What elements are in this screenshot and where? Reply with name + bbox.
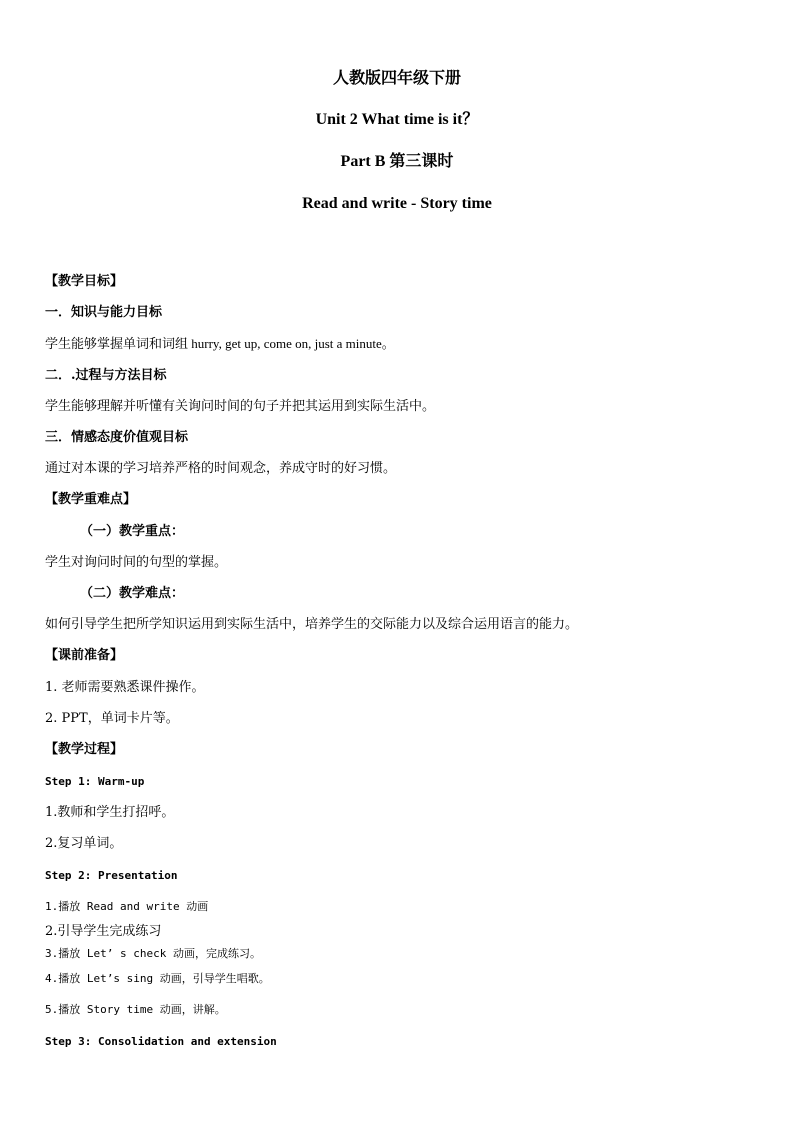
step-3-heading: Step 3: Consolidation and extension [45, 1035, 277, 1048]
step-2-item-3: 3.播放 Let’ s check 动画，完成练习。 [45, 947, 261, 960]
key-point-text: 学生对询问时间的句型的掌握。 [45, 555, 228, 570]
attitude-objective-heading: 三．情感态度价值观目标 [45, 430, 189, 445]
part-title: Part B 第三课时 [340, 153, 454, 170]
document-title: 人教版四年级下册 [332, 68, 461, 87]
difficult-point-text: 如何引导学生把所学知识运用到实际生活中，培养学生的交际能力以及综合运用语言的能力。 [45, 617, 579, 632]
process-objective-heading: 二．.过程与方法目标 [45, 368, 167, 383]
step-2-item-2: 2.引导学生完成练习 [45, 924, 162, 939]
attitude-objective-text: 通过对本课的学习培养严格的时间观念，养成守时的好习惯。 [45, 461, 397, 476]
step-2-item-1: 1.播放 Read and write 动画 [45, 900, 209, 913]
process-objective-text: 学生能够理解并听懂有关询问时间的句子并把其运用到实际生活中。 [45, 399, 436, 414]
preparation-heading: 【课前准备】 [45, 648, 124, 663]
step-2-heading: Step 2: Presentation [45, 869, 178, 882]
step-2-item-4: 4.播放 Let’s sing 动画，引导学生唱歌。 [45, 972, 270, 985]
objectives-heading: 【教学目标】 [45, 274, 124, 289]
step-2-item-5: 5.播放 Story time 动画，讲解。 [45, 1003, 226, 1016]
preparation-item-1: 1. 老师需要熟悉课件操作。 [45, 680, 205, 695]
step-1-heading: Step 1: Warm-up [45, 775, 145, 788]
difficult-point-heading: （二）教学难点： [80, 586, 185, 601]
knowledge-objective-text: 学生能够掌握单词和词组 hurry, get up, come on, just a minute。 [45, 336, 395, 351]
step-1-item-1: 1.教师和学生打招呼。 [45, 805, 175, 820]
teaching-process-heading: 【教学过程】 [45, 742, 124, 757]
knowledge-objective-heading: 一．知识与能力目标 [45, 305, 163, 320]
key-points-heading: 【教学重难点】 [45, 492, 137, 507]
step-1-item-2: 2.复习单词。 [45, 836, 123, 851]
unit-title: Unit 2 What time is it？ [315, 111, 479, 128]
preparation-item-2: 2. PPT，单词卡片等。 [45, 711, 179, 726]
key-point-heading: （一）教学重点： [80, 524, 185, 539]
lesson-subtitle: Read and write - Story time [302, 195, 492, 212]
